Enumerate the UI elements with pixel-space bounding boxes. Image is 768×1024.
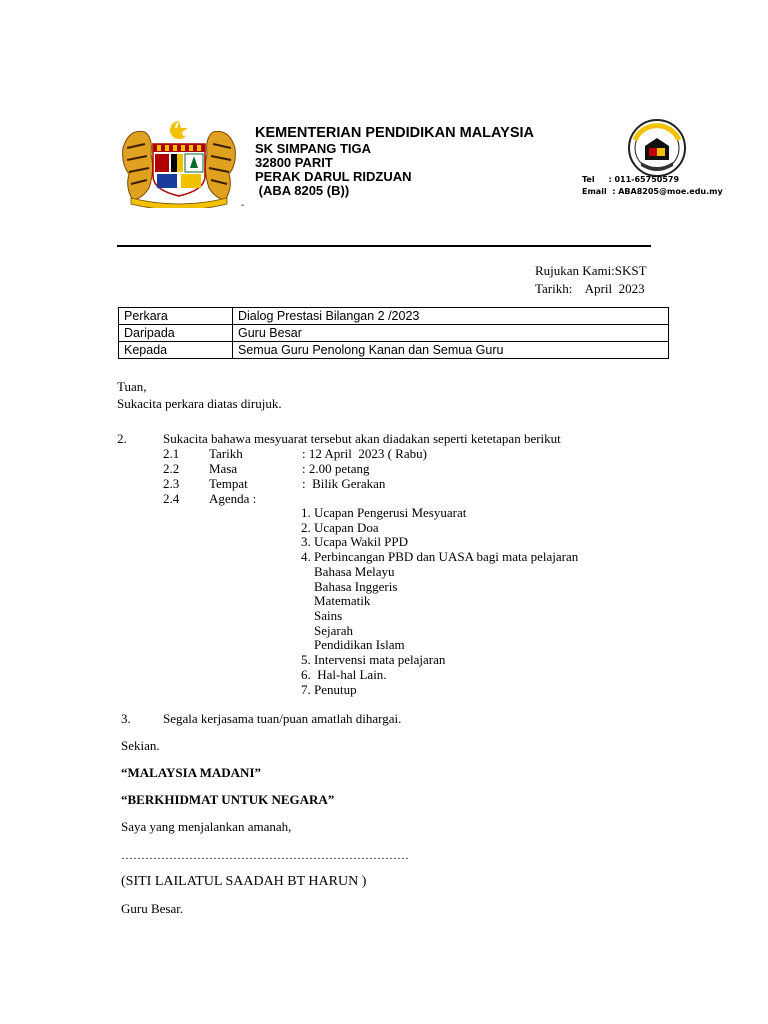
agenda-item: 6. Hal-hal Lain. xyxy=(301,667,387,682)
detail-value: : 12 April 2023 ( Rabu) xyxy=(302,446,427,461)
detail-label: Tempat xyxy=(209,476,248,491)
table-row xyxy=(119,308,669,325)
info-value: Dialog Prestasi Bilangan 2 /2023 xyxy=(233,308,669,325)
table-row xyxy=(119,325,669,342)
closing-word: Sekian. xyxy=(121,738,160,753)
agenda-item: 5. Intervensi mata pelajaran xyxy=(301,652,446,667)
agenda-item: 2. Ucapan Doa xyxy=(301,520,379,535)
info-value: Semua Guru Penolong Kanan dan Semua Guru xyxy=(233,342,669,359)
detail-number: 2.3 xyxy=(163,476,180,491)
detail-label: Masa xyxy=(209,461,238,476)
agenda-item: 7. Penutup xyxy=(301,682,357,697)
ministry-name: KEMENTERIAN PENDIDIKAN MALAYSIA xyxy=(255,125,535,141)
paragraph-number: 2. xyxy=(117,431,127,446)
detail-label: Agenda : xyxy=(209,491,257,506)
agenda-subitem: Pendidikan Islam xyxy=(301,637,405,652)
detail-value: : 2.00 petang xyxy=(302,461,370,476)
detail-number: 2.1 xyxy=(163,446,180,461)
header-divider xyxy=(117,245,651,247)
table-row xyxy=(119,342,669,359)
agenda-subitem: Bahasa Inggeris xyxy=(301,579,398,594)
info-value: Guru Besar xyxy=(233,325,669,342)
letter-date: Tarikh: April 2023 xyxy=(535,281,645,296)
school-name: SK SIMPANG TIGA xyxy=(255,141,372,156)
school-state: PERAK DARUL RIDZUAN xyxy=(255,169,412,184)
detail-label: Tarikh xyxy=(209,446,243,461)
paragraph-text: Sukacita bahawa mesyuarat tersebut akan diadakan seperti ketetapan berikut xyxy=(163,431,561,446)
agenda-subitem: Sains xyxy=(301,608,343,623)
reference-number: Rujukan Kami:SKST xyxy=(535,263,647,278)
school-code: (ABA 8205 (B)) xyxy=(255,183,350,198)
detail-number: 2.4 xyxy=(163,491,180,506)
school-crest-logo xyxy=(627,118,687,180)
header-dash: - xyxy=(241,200,245,211)
signature-line: ……………………………………………………………… xyxy=(121,848,409,862)
coat-of-arms-logo xyxy=(115,118,243,208)
school-postcode-town: 32800 PARIT xyxy=(255,155,333,170)
paragraph-text: Segala kerjasama tuan/puan amatlah dihargai. xyxy=(163,711,402,726)
agenda-item: 1. Ucapan Pengerusi Mesyuarat xyxy=(301,505,467,520)
info-label: Kepada xyxy=(119,342,233,359)
letter-info-table xyxy=(118,307,669,359)
signatory-position: Guru Besar. xyxy=(121,901,184,916)
agenda-subitem: Bahasa Melayu xyxy=(301,564,395,579)
detail-value: : Bilik Gerakan xyxy=(302,476,386,491)
salutation: Tuan, xyxy=(117,379,147,394)
info-label: Perkara xyxy=(119,308,233,325)
info-label: Daripada xyxy=(119,325,233,342)
signatory-name: (SITI LAILATUL SAADAH BT HARUN ) xyxy=(121,874,367,889)
agenda-item: 4. Perbincangan PBD dan UASA bagi mata pelajaran xyxy=(301,549,579,564)
agenda-subitem: Sejarah xyxy=(301,623,353,638)
intro-sentence: Sukacita perkara diatas dirujuk. xyxy=(117,396,282,411)
agenda-item: 3. Ucapa Wakil PPD xyxy=(301,534,409,549)
amanah-line: Saya yang menjalankan amanah, xyxy=(121,819,292,834)
paragraph-number: 3. xyxy=(121,711,131,726)
school-email[interactable]: Email : ABA8205@moe.edu.my xyxy=(582,187,723,196)
school-telephone: Tel : 011-65750579 xyxy=(582,175,680,184)
slogan-madani: “MALAYSIA MADANI” xyxy=(121,765,262,780)
agenda-subitem: Matematik xyxy=(301,593,371,608)
detail-number: 2.2 xyxy=(163,461,180,476)
slogan-berkhidmat: “BERKHIDMAT UNTUK NEGARA” xyxy=(121,792,335,807)
